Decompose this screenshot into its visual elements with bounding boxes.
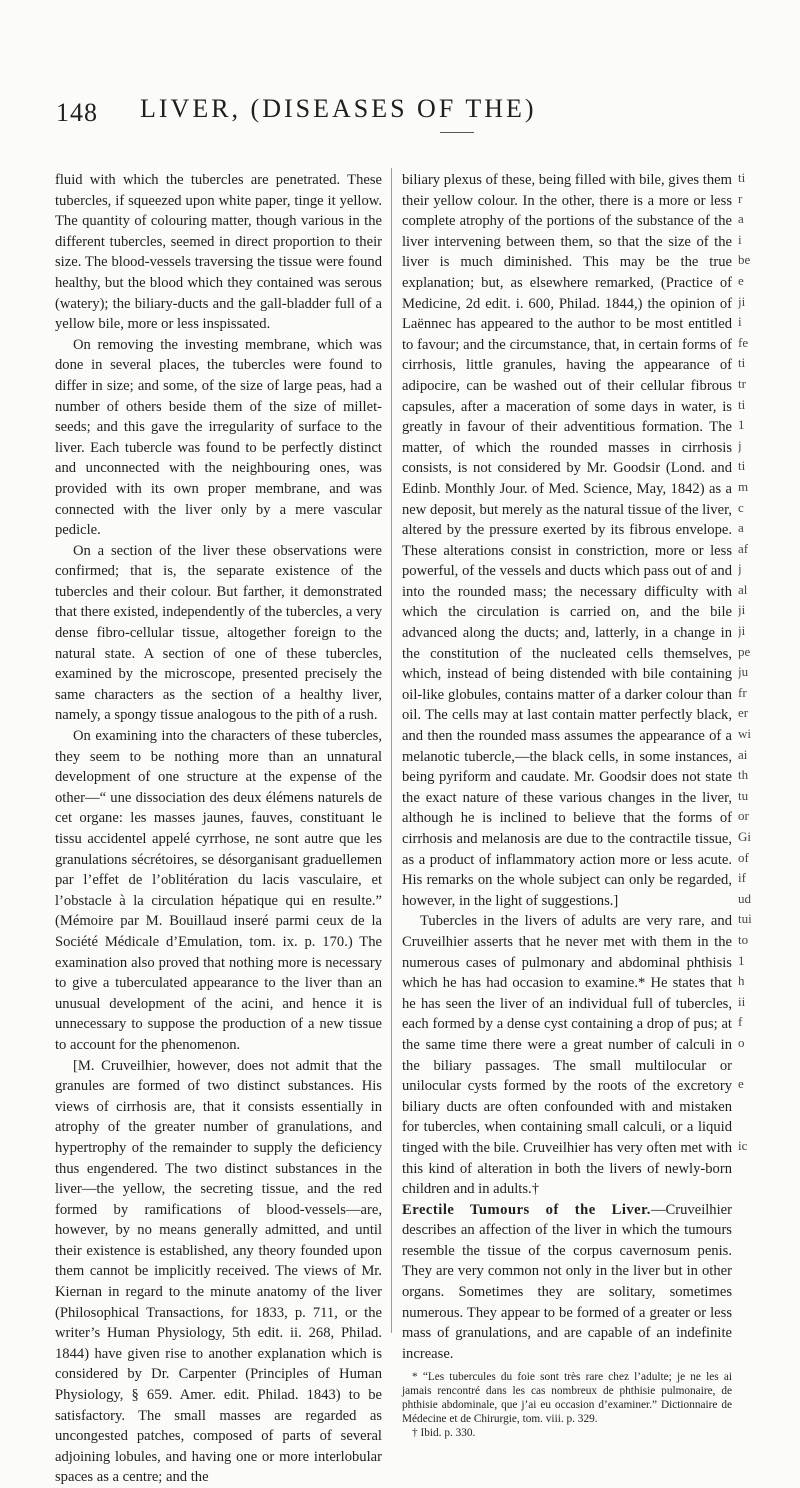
left-column [55, 170, 382, 1488]
edge-fragment: ud [738, 890, 751, 906]
header-rule [440, 132, 474, 133]
column-divider [391, 168, 392, 1333]
left-paragraph-2: On removing the investing membrane, which was done in several places, the tubercles were found to differ in size; and some, of the size of large peas, had a number of others beside them of the size of millet-seeds; and this gave the irregularity of surface to the liver. Each tubercle was found to be perfectly distinct and unconnected with the neighbouring ones, was provided with its own proper membrane, and was connected with the liver only by a mere vascular pedicle. [55, 336, 382, 539]
edge-fragment: tui [738, 911, 752, 927]
edge-fragment: af [738, 540, 749, 556]
edge-fragment [738, 1218, 800, 1239]
edge-fragment: Gi [738, 829, 751, 844]
right-paragraph-1: biliary plexus of these, being filled with bile, gives them their yellow colour. In the other, there is a more or less complete atrophy of the portions of the substance of the liver intervening between them, so that the size of the liver is much diminished. This may be the true explanation; but, as elsewhere remarked, (Practice of Medicine, 2d edit. i. 600, Philad. 1844,) the opinion of Laënnec has appeared to the author to be most entitled to favour; and the circumstance, that, in certain forms of cirrhosis, little granules, having the appearance of adipocire, can be washed out of their cellular fibrous capsules, after a maceration of some days in water, is greatly in favour of their adventitious formation. The matter, of which the rounded masses in cirrhosis consists, is not considered by Mr. Goodsir (Lond. and Edinb. Monthly Jour. of Med. Science, May, 1842) as a new deposit, but merely as the natural tissue of the liver, altered by the pressure exerted by its fibrous envelope. These alterations consist in constriction, more or less powerful, of the vessels and ducts which pass out of and into the rounded mass; the necessary difficulty with which the circulation is carried on, and the bile advanced along the ducts; and, latterly, in a change in the constitution of the nucleated cells themselves, which, instead of being distended with bile containing oil-like globules, contains matter of a darker colour than oil. The cells may at last contain matter perfectly black, and then the rounded mass assumes the appearance of a melanotic tubercle,—the black cells, in some instances, being pyriform and caudate. Mr. Goodsir does not state the exact nature of these various changes in the liver, although he is inclined to believe that the forms of cirrhosis and melanosis are due to the contractile tissue, as a product of inflammatory action more or less acute. His remarks on the whole subject can only be regarded, however, in the light of suggestions.] [402, 172, 732, 909]
right-paragraph-2: Tubercles in the livers of adults are very rare, and Cruveilhier asserts that he never met with them in the numerous cases of pulmonary and abdominal phthisis which he has had occasion to examine.* He states that he has seen the liver of an individual full of tubercles, each formed by a dense cyst containing a drop of pus; at the same time there were a great number of calculi in the biliary passages. The small multilocular or unilocular cysts formed by the roots of the excretory biliary ducts are often confounded with and mistaken for tubercles, when containing small calculi, or a liquid tinged with the bile. Cruveilhier has very often met with this kind of alteration in both the livers of newly-born children and in adults.† [402, 913, 732, 1198]
left-paragraph-4: On examining into the characters of these tubercles, they seem to be nothing more than an unnatural development of one structure at the expense of the other—“ une dissociation des deux élémens naturels de cet organe: les masses jaunes, fauves, constituant le tissu accidentel appelé cyrrhose, ne sont autre que les granulations sécrétoires, se désorganisant graduellemen par l’effet de l’oblitération du lacis vasculaire, et l’obstacle à la circulation hépatique qui en resulte.” (Mémoire par M. Bouillaud inseré parmi ceux de la Société Médicale d’Emulation, tom. ix. p. 170.) The examination also proved that nothing more is necessary to give a tuberculated appearance to the liver than an unusual development of the acini, and hence it is unnecessary to suppose the production of a new tissue to account for the phenomenon. [55, 728, 382, 1053]
edge-fragment: h [738, 973, 745, 989]
edge-fragment [738, 1054, 800, 1075]
edge-fragment: pe [738, 643, 751, 659]
edge-fragment: c [738, 499, 744, 515]
edge-fragment [738, 1198, 800, 1219]
edge-fragment: er [738, 705, 749, 721]
edge-fragment: ju [738, 664, 749, 680]
edge-fragment: j [738, 561, 742, 577]
left-paragraph-5: [M. Cruveilhier, however, does not admit that the granules are formed of two distinct substances. His views of cirrhosis are, that it consists essentially in atrophy of the greater number of granulations, and hypertrophy of the remainder to supply the deficiency thus engendered. The two distinct substances in the liver—the yellow, the secreting tissue, and the red formed by ramifications of blood-vessels—are, however, by no means generally admitted, and until their existence is established, any theory founded upon them cannot be implicitly received. The views of Mr. Kiernan in regard to the minute anatomy of the liver (Philosophical Transactions, for 1833, p. 711, or the writer’s Human Physiology, 5th edit. ii. 268, Philad. 1844) have given rise to another explanation which is considered by Dr. Carpenter (Principles of Human Physiology, § 659. Amer. edit. Philad. 1843) to be satisfactory. The small masses are regarded as uncongested patches, composed of parts of several adjoining lobules, and having one or more interlobular spaces as a centre; and the [55, 1057, 382, 1486]
edge-fragment: ti [738, 458, 746, 474]
edge-fragment: ic [738, 1137, 748, 1153]
edge-fragment [738, 1321, 800, 1338]
edge-fragment: to [738, 931, 749, 947]
footnote-1: * “Les tubercules du foie sont très rare chez l’adulte; je ne les ai jamais rencontré dans les cas nombreux de phthisie pulmonaire, de phthisie abdominale, que j’ai eu occasion d’examiner.” Dictionnaire de Médecine et de Chirurgie, tom. viii. p. 329. [402, 1371, 732, 1426]
right-column [402, 170, 732, 1440]
edge-fragment: ii [738, 993, 746, 1009]
edge-fragment: th [738, 767, 749, 783]
edge-fragment: o [738, 1034, 745, 1050]
edge-fragment: i [738, 231, 742, 247]
edge-fragment: be [738, 252, 751, 268]
edge-fragment [738, 1177, 800, 1198]
edge-fragment [738, 1157, 800, 1178]
edge-fragment: j [738, 437, 742, 453]
edge-fragment: ji [738, 293, 746, 309]
edge-fragment: ji [738, 602, 746, 618]
edge-fragment: fr [738, 684, 747, 700]
edge-fragment: a [738, 520, 744, 536]
edge-fragment [738, 1095, 800, 1116]
edge-fragment: ji [738, 623, 746, 639]
left-paragraph-3: On a section of the liver these observations were confirmed; that is, the separate existence of the tubercles and their colour. But farther, it demonstrated that there existed, independently of the tubercles, a very dense fibro-cellular tissue, altogether foreign to the natural state. A section of one of these tubercles, examined by the microscope, presented precisely the same characters as the section of a healthy liver, namely, a spongy tissue analogous to the pith of a rush. [55, 542, 382, 724]
edge-fragment: if [738, 870, 746, 886]
edge-fragment: or [738, 808, 749, 824]
edge-fragment: tr [738, 375, 746, 391]
right-paragraph-3 [402, 1200, 732, 1365]
edge-fragment [738, 1301, 800, 1322]
edge-fragment [738, 1115, 800, 1136]
edge-fragment: fe [738, 334, 749, 350]
edge-fragment: a [738, 211, 744, 227]
edge-fragment: ti [738, 396, 746, 412]
edge-fragment: m [738, 478, 749, 494]
running-head: LIVER, (DISEASES OF THE) [140, 94, 537, 123]
footnotes [402, 1370, 732, 1440]
edge-fragment: al [738, 581, 748, 597]
edge-fragment: 1 [738, 952, 745, 968]
edge-fragment: wi [738, 726, 751, 742]
edge-fragment [738, 1239, 800, 1260]
edge-fragment: of [738, 849, 749, 865]
edge-fragment [738, 1259, 800, 1280]
edge-fragment: ai [738, 746, 748, 762]
footnote-2: † Ibid. p. 330. [412, 1427, 476, 1440]
edge-fragment: ti [738, 355, 746, 371]
page-number: 148 [56, 98, 98, 127]
edge-fragment: e [738, 1076, 744, 1092]
edge-fragment: 1 [738, 417, 745, 433]
section-heading-erectile-tumours: Erectile Tumours of the Liver. [402, 1201, 651, 1218]
edge-fragment: tu [738, 787, 749, 803]
edge-fragment: i [738, 314, 742, 330]
edge-fragment: e [738, 272, 744, 288]
edge-fragment [738, 1280, 800, 1301]
edge-fragment: f [738, 1014, 743, 1030]
edge-fragment: r [738, 190, 743, 206]
adjacent-page-edge [738, 168, 800, 1338]
right-paragraph-3-text: —Cruveilhier describes an affection of the liver in which the tumours resemble the tissue of the corpus cavernosum penis. They are very common not only in the liver but in other organs. Sometimes they are solitary, sometimes numerous. They appear to be formed of a greater or less mass of granulations, and are capable of an indefinite increase. [402, 1201, 732, 1362]
page-header [40, 88, 760, 128]
edge-fragment: ti [738, 170, 746, 185]
left-paragraph-1: fluid with which the tubercles are penetrated. These tubercles, if squeezed upon white paper, tinge it yellow. The quantity of colouring matter, though various in the different tubercles, seemed in direct proportion to their size. The blood-vessels traversing the tissue were found healthy, but the blood which they contained was serous (watery); the biliary-ducts and the gall-bladder full of a yellow bile, more or less inspissated. [55, 172, 382, 333]
